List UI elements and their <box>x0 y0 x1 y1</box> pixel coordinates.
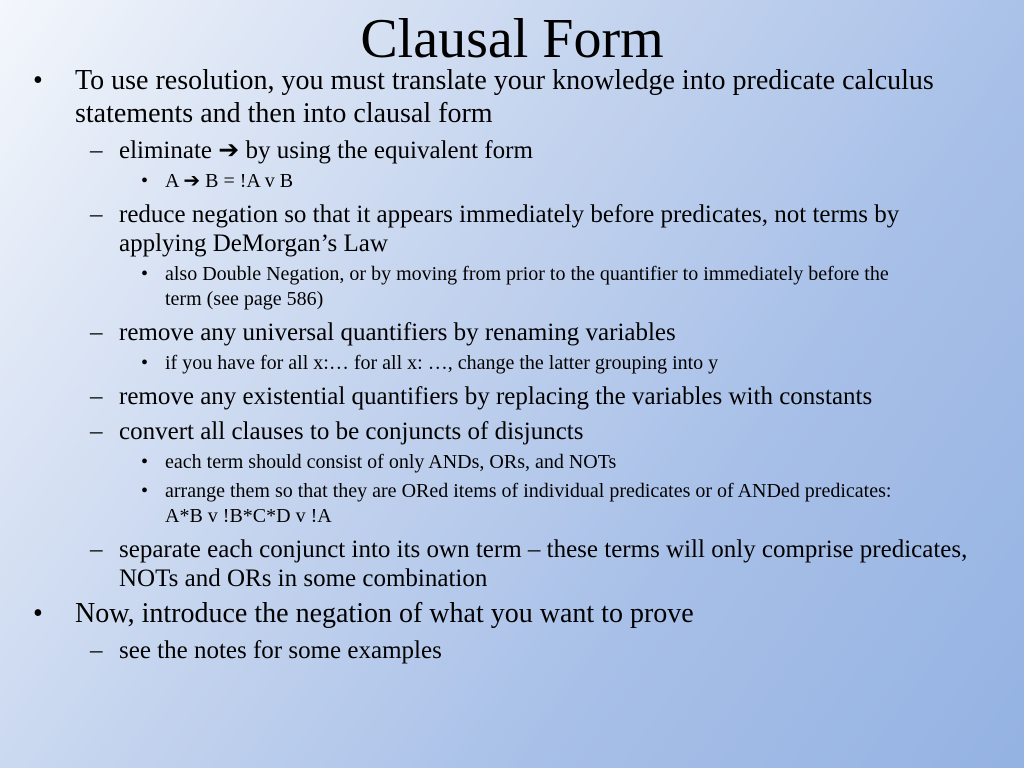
bullet-level3 <box>0 169 1024 194</box>
bullet-text: arrange them so that they are ORed items of individual predicates or of ANDed predicates: A*B v !B*C*D v !A <box>165 480 892 527</box>
bullet-dash-icon: – <box>90 637 103 664</box>
bullet-text: each term should consist of only ANDs, ORs, and NOTs <box>165 451 617 473</box>
bullet-dot-icon: • <box>141 263 149 285</box>
bullet-text: separate each conjunct into its own term – these terms will only comprise predicates, NOTs and ORs in some combination <box>119 536 968 592</box>
bullet-dot-icon: • <box>33 65 43 96</box>
bullet-dot-icon: • <box>141 451 149 473</box>
bullet-level2 <box>0 535 1024 593</box>
bullet-text: reduce negation so that it appears immediately before predicates, not terms by applying DeMorgan’s Law <box>119 201 900 257</box>
bullet-level2 <box>0 318 1024 347</box>
bullet-dot-icon: • <box>33 598 43 629</box>
bullet-text: eliminate ➔ by using the equivalent form <box>119 137 533 164</box>
bullet-level2 <box>0 417 1024 446</box>
slide-content <box>0 62 1024 665</box>
bullet-text: see the notes for some examples <box>119 637 442 664</box>
bullet-dash-icon: – <box>90 383 103 410</box>
bullet-text: remove any existential quantifiers by replacing the variables with constants <box>119 383 873 410</box>
bullet-text: Now, introduce the negation of what you want to prove <box>75 598 694 629</box>
bullet-level2 <box>0 636 1024 665</box>
bullet-dot-icon: • <box>141 170 149 192</box>
bullet-level2 <box>0 200 1024 258</box>
bullet-level3 <box>0 262 1024 312</box>
bullet-text: remove any universal quantifiers by renaming variables <box>119 319 676 346</box>
bullet-dash-icon: – <box>90 137 103 164</box>
bullet-text: also Double Negation, or by moving from prior to the quantifier to immediately before the term (see page 586) <box>165 263 889 310</box>
bullet-dot-icon: • <box>141 352 149 374</box>
bullet-dash-icon: – <box>90 201 103 228</box>
bullet-level2 <box>0 382 1024 411</box>
bullet-level3 <box>0 450 1024 475</box>
bullet-dot-icon: • <box>141 480 149 502</box>
bullet-text: A ➔ B = !A v B <box>165 170 294 192</box>
bullet-dash-icon: – <box>90 319 103 346</box>
bullet-level1 <box>0 64 1024 130</box>
bullet-level1 <box>0 597 1024 630</box>
bullet-text: if you have for all x:… for all x: …, change the latter grouping into y <box>165 352 719 374</box>
bullet-dash-icon: – <box>90 418 103 445</box>
slide-title: Clausal Form <box>360 8 664 70</box>
bullet-dash-icon: – <box>90 536 103 563</box>
bullet-level3 <box>0 351 1024 376</box>
bullet-level3 <box>0 479 1024 529</box>
bullet-text: convert all clauses to be conjuncts of disjuncts <box>119 418 584 445</box>
bullet-level2 <box>0 136 1024 165</box>
bullet-text: To use resolution, you must translate your knowledge into predicate calculus statements and then into clausal form <box>75 65 934 129</box>
